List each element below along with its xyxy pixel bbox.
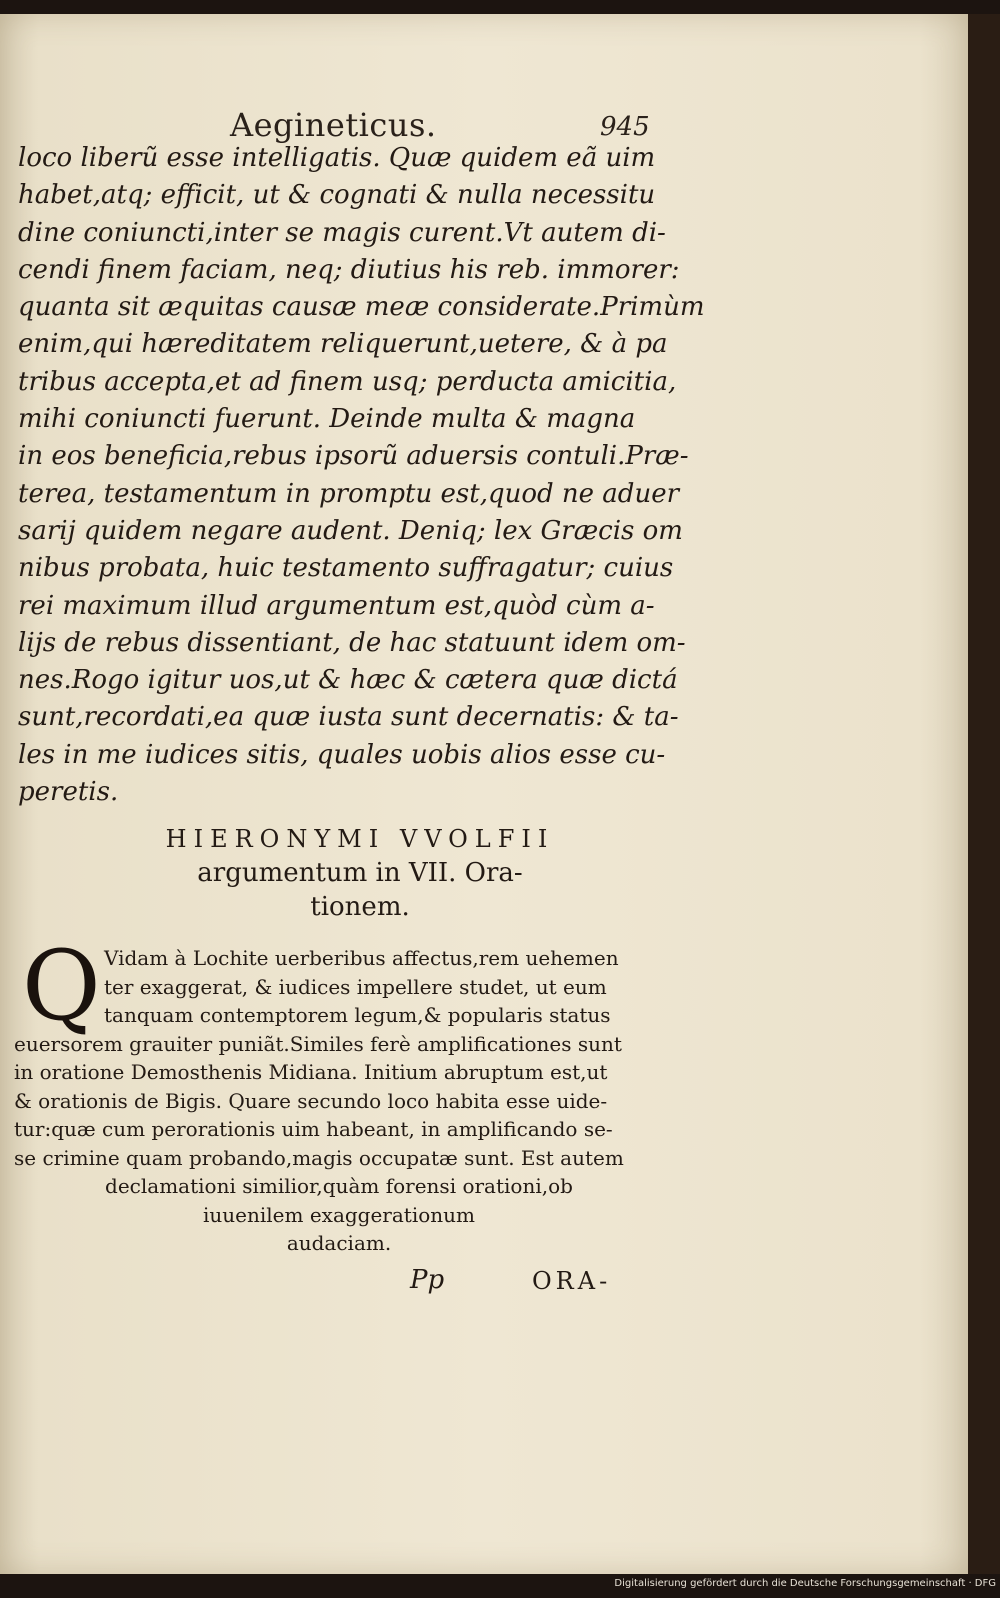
text-line: tur:quæ cum perorationis uim habeant, in amplificando se- — [14, 1117, 613, 1141]
page-edge — [968, 14, 1000, 1574]
drop-cap: Q — [22, 930, 101, 1042]
text-line: dine coniuncti,inter se magis curent.Vt autem di- — [18, 217, 666, 248]
argument-paragraph — [14, 930, 664, 1258]
text-line: nes.Rogo igitur uos,ut & hæc & cætera quæ dictá — [18, 665, 678, 696]
text-line: Vidam à Lochite uerberibus affectus,rem uehemen — [104, 946, 619, 970]
text-line: iuuenilem exaggerationum — [203, 1202, 475, 1227]
text-line: euersorem grauiter puniãt.Similes ferè amplificationes sunt — [14, 1031, 622, 1056]
text-line: in eos beneficia,rebus ipsorũ aduersis contuli.Præ- — [18, 441, 689, 472]
heading-line: argumentum in VII. Ora- — [197, 858, 523, 888]
text-line: quanta sit æquitas causæ meæ considerate.Primùm — [18, 292, 705, 323]
text-line: in oratione Demosthenis Midiana. Initium abruptum est,ut — [14, 1060, 608, 1084]
page-number: 945 — [600, 112, 650, 142]
section-heading — [60, 822, 660, 924]
text-line: loco liberũ esse intelligatis. Quæ quidem eã uim — [18, 143, 656, 173]
text-line: terea, testamentum in promptu est,quod ne aduer — [18, 478, 680, 509]
text-line: se crimine quam probando,magis occupatæ sunt. Est autem — [14, 1145, 624, 1170]
text-line: cendi finem faciam, neq; diutius his reb. immorer: — [18, 254, 680, 285]
text-line: nibus probata, huic testamento suffragatur; cuius — [18, 553, 674, 584]
text-line: & orationis de Bigis. Quare secundo loco habita esse uide- — [14, 1088, 608, 1113]
text-line: les in me iudices sitis, quales uobis alios esse cu- — [18, 739, 666, 770]
running-title: Aegineticus. — [230, 106, 437, 144]
text-line: sunt,recordati,ea quæ iusta sunt decernatis: & ta- — [18, 702, 679, 733]
text-line: sarij quidem negare audent. Deniq; lex Græcis om — [18, 515, 683, 546]
text-line: audaciam. — [286, 1231, 392, 1255]
digitization-credit: Digitalisierung gefördert durch die Deutsche Forschungsgemeinschaft · DFG — [614, 1578, 996, 1589]
text-line: habet,atq; efficit, ut & cognati & nulla necessitu — [18, 180, 656, 211]
text-line: mihi coniuncti fuerunt. Deinde multa & magna — [18, 404, 636, 435]
text-line: lijs de rebus dissentiant, de hac statuunt idem om- — [18, 627, 686, 658]
heading-line: tionem. — [310, 892, 410, 922]
oration-ending — [18, 140, 705, 811]
signature-mark: Pp — [410, 1265, 445, 1295]
text-line: declamationi similior,quàm forensi orationi,ob — [105, 1174, 573, 1198]
heading-author: HIERONYMI VVOLFII — [165, 825, 555, 853]
text-line: ter exaggerat, & iudices impellere studet, ut eum — [104, 974, 607, 999]
text-line: enim,qui hæreditatem reliquerunt,uetere, & à pa — [18, 329, 668, 360]
text-line: rei maximum illud argumentum est,quòd cùm a- — [18, 590, 655, 621]
text-line: tanquam contemptorem legum,& popularis status — [104, 1003, 611, 1027]
text-line: peretis. — [18, 777, 119, 808]
catchword: ORA- — [532, 1267, 612, 1295]
text-line: tribus accepta,et ad finem usq; perducta amicitia, — [18, 366, 677, 397]
